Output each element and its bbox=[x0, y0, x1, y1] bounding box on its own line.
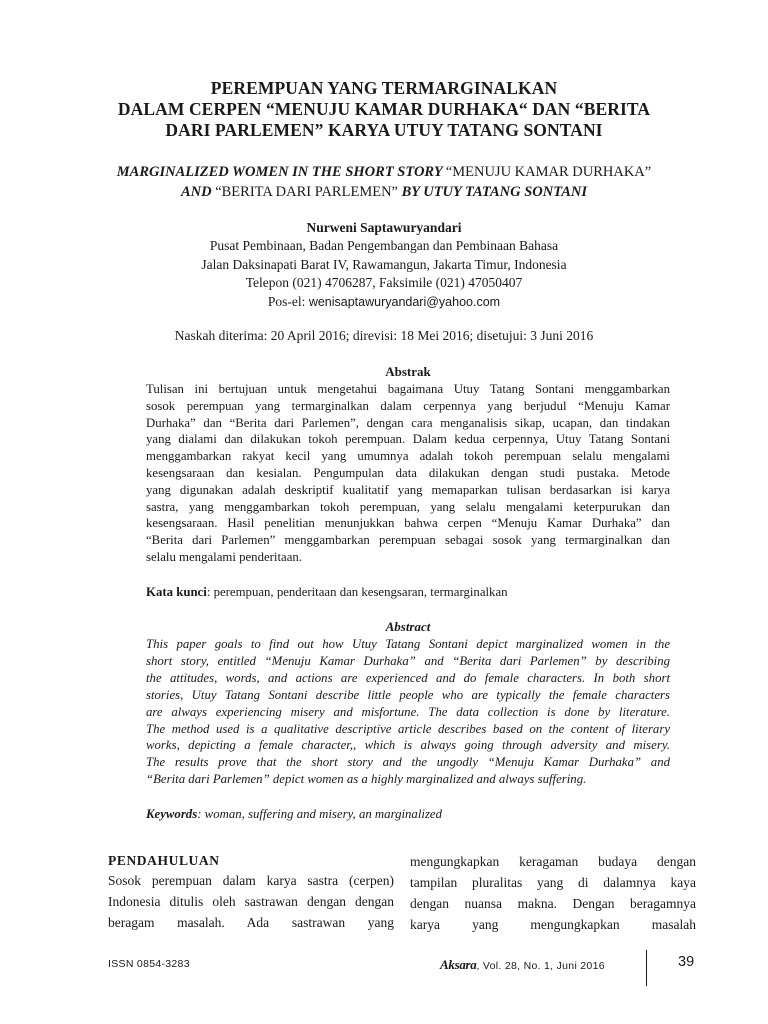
submission-dates: Naskah diterima: 20 April 2016; direvisi: 18 Mei 2016; disetujui: 3 Juni 2016 bbox=[174, 328, 594, 343]
kata-kunci bbox=[146, 585, 670, 600]
body-line: Indonesia ditulis oleh sastrawan dengan dengan bbox=[108, 894, 394, 909]
affiliation-line: Telepon (021) 4706287, Faksimile (021) 47050407 bbox=[245, 275, 523, 290]
author-name: Nurweni Saptawuryandari bbox=[306, 220, 462, 235]
abstrak-line: sastra, yang menggambarkan tokoh perempuan, yang selalu mengalami keterpurukan dan bbox=[146, 499, 670, 514]
body-line: tampilan pluralitas yang di dalamnya kaya bbox=[410, 875, 696, 890]
abstract-line: This paper goals to find out how Utuy Tatang Sontani depict marginalized women in the bbox=[146, 637, 670, 651]
english-title-story: “MENUJU KAMAR DURHAKA” bbox=[445, 164, 652, 180]
email-line bbox=[60, 293, 708, 312]
section-heading: PENDAHULUAN bbox=[108, 853, 220, 868]
abstract-heading: Abstract bbox=[385, 619, 431, 634]
footer-divider bbox=[646, 950, 647, 986]
journal-info: , Vol. 28, No. 1, Juni 2016 bbox=[476, 960, 605, 972]
keywords-label: Keywords bbox=[146, 807, 198, 821]
kata-kunci-label: Kata kunci bbox=[146, 585, 207, 599]
abstrak-heading: Abstrak bbox=[385, 364, 431, 379]
page-number: 39 bbox=[678, 954, 695, 970]
english-title-italic: AND bbox=[180, 184, 216, 200]
abstract-line: stories, Utuy Tatang Sontani describe little people who are typically the female characters bbox=[146, 687, 670, 702]
author-affiliation bbox=[60, 237, 708, 311]
article-title bbox=[60, 78, 708, 141]
english-title-italic: BY UTUY TATANG SONTANI bbox=[397, 184, 588, 200]
abstract-line: The method used is a qualitative descriptive article describes based on the content of literary bbox=[146, 721, 670, 736]
abstrak-line: Durhaka” dan “Berita dari Parlemen”, dengan cara menganalisis sikap, ucapan, dan tindakan bbox=[146, 415, 670, 430]
title-line: DARI PARLEMEN” KARYA UTUY TATANG SONTANI bbox=[165, 120, 603, 140]
title-line: PEREMPUAN YANG TERMARGINALKAN bbox=[210, 78, 558, 98]
abstract-line: “Berita dari Parlemen” depict women as a highly marginalized and always suffering. bbox=[146, 772, 587, 787]
english-title-italic: MARGINALIZED WOMEN IN THE SHORT STORY bbox=[116, 164, 446, 180]
abstract-body bbox=[146, 636, 670, 788]
affiliation-line: Jalan Daksinapati Barat IV, Rawamangun, Jakarta Timur, Indonesia bbox=[201, 256, 567, 272]
english-title-story: “BERITA DARI PARLEMEN” bbox=[215, 184, 398, 200]
abstrak-line: kesengsaraan. Hasil penelitian menunjukkan bahwa cerpen “Menuju Kamar Durhaka” dan bbox=[146, 516, 670, 531]
abstract-line: are always experiencing misery and misfortune. The data collection is done by literature. bbox=[146, 704, 670, 719]
abstrak-line: yang dialami dan dilakukan tokoh perempuan. Dalam kedua cerpennya, Utuy Tatang Sontani bbox=[146, 432, 670, 447]
body-line: Sosok perempuan dalam karya sastra (cerpen) bbox=[108, 873, 394, 888]
abstrak-line: kesengsaraan dan kesialan. Pengumpulan data dilakukan dengan studi pustaka. Metode bbox=[146, 465, 670, 480]
body-line: beragam masalah. Ada sastrawan yang bbox=[108, 915, 394, 930]
abstract-line: short story, entitled “Menuju Kamar Durhaka” and “Berita dari Parlemen” by describing bbox=[146, 653, 670, 668]
body-line: mengungkapkan keragaman budaya dengan bbox=[410, 854, 696, 869]
abstrak-body bbox=[146, 381, 670, 566]
abstrak-line: sosok perempuan yang termarginalkan dalam cerpennya yang berjudul “Menuju Kamar bbox=[146, 398, 670, 413]
email-label: Pos-el: bbox=[267, 293, 309, 309]
abstract-line: works, depicting a female character,, which is always going through adversity and misery. bbox=[146, 738, 670, 753]
journal-logo: Aksara bbox=[440, 957, 477, 972]
abstrak-line: Tulisan ini bertujuan untuk mengetahui bagaimana Utuy Tatang Sontani menggambarkan bbox=[146, 382, 670, 396]
abstract-line: The results prove that the short story and the ungodly “Menuju Kamar Durhaka” and bbox=[146, 755, 670, 770]
title-line: DALAM CERPEN “MENUJU KAMAR DURHAKA“ DAN “BERITA bbox=[117, 99, 651, 119]
english-title-line bbox=[40, 162, 728, 182]
keywords-values: : woman, suffering and misery, an marginalized bbox=[197, 807, 442, 821]
abstrak-line: selalu mengalami penderitaan. bbox=[146, 549, 302, 564]
body-line: karya yang mengungkapkan masalah bbox=[410, 917, 696, 932]
footer-journal bbox=[440, 957, 605, 973]
email-link[interactable]: wenisaptawuryandari@yahoo.com bbox=[308, 294, 501, 309]
abstrak-line: “Berita dari Parlemen” menggambarkan perempuan sebagai sosok yang termarginalkan dan bbox=[146, 533, 670, 548]
body-line: dengan nuansa makna. Dengan beragamnya bbox=[410, 896, 696, 911]
body-column-left bbox=[108, 852, 394, 933]
keywords bbox=[146, 807, 670, 822]
abstrak-line: menggambarkan rakyat kecil yang umumnya adalah tokoh perempuan selalu mengalami bbox=[146, 449, 670, 464]
abstract-line: the attitudes, words, and actions are experienced and do female characters. In both short bbox=[146, 670, 670, 685]
abstrak-line: yang digunakan adalah deskriptif kualitatif yang memaparkan tulisan berdasarkan isi karya bbox=[146, 482, 670, 497]
footer-issn: ISSN 0854-3283 bbox=[108, 958, 190, 970]
english-title bbox=[40, 162, 728, 202]
kata-kunci-values: : perempuan, penderitaan dan kesengsaran, termarginalkan bbox=[206, 585, 508, 599]
affiliation-line: Pusat Pembinaan, Badan Pengembangan dan Pembinaan Bahasa bbox=[209, 238, 559, 253]
body-column-right bbox=[410, 851, 696, 935]
english-title-line bbox=[40, 182, 728, 202]
